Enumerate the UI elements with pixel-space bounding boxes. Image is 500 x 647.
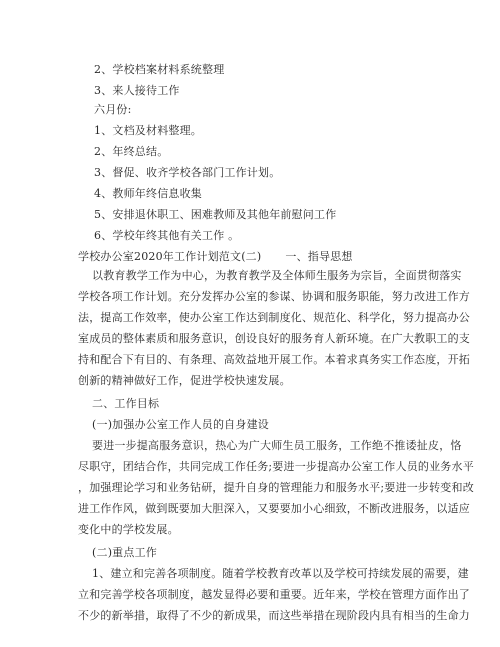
list-item: 6、学校年终其他有关工作 。 (94, 229, 240, 242)
paragraph-line: 1、建立和完善各项制度。随着学校教育改革以及学校可持续发展的需要，建 (92, 567, 469, 580)
list-item: 5、安排退休职工、困难教师及其他年前慰问工作 (94, 208, 337, 221)
list-item: 3、督促、收齐学校各部门工作计划。 (94, 166, 281, 179)
section-heading: 二、工作目标 (92, 397, 160, 410)
list-item: 1、文档及材料整理。 (94, 124, 202, 137)
paragraph-line: 要进一步提高服务意识，热心为广大师生员工服务，工作绝不推诿扯皮，恪 (92, 439, 462, 452)
paragraph-line: 进工作作风，做到既要加大胆深入，又要要加小心细致，不断改进服务，以适应 (78, 502, 470, 515)
subsection-heading: (一)加强办公室工作人员的自身建设 (92, 418, 269, 431)
paragraph-line: 学校各项工作计划。充分发挥办公室的参谋、协调和服务职能，努力改进工作方 (78, 290, 470, 303)
paragraph-line: 尽职守，团结合作，共同完成工作任务;要进一步提高办公室工作人员的业务水平 (78, 460, 474, 473)
paragraph-line: 以教育教学工作为中心，为教育教学及全体师生服务为宗旨，全面贯彻落实 (92, 269, 462, 282)
section-heading-june: 六月份: (94, 103, 132, 116)
list-item: 2、年终总结。 (94, 145, 169, 158)
paragraph-line: 法，提高工作效率，使办公室工作达到制度化、规范化、科学化，努力提高办公 (78, 311, 470, 324)
paragraph-line: ，加强理论学习和业务钻研，提升自身的管理能力和服务水平;要进一步转变和改 (78, 481, 474, 494)
section-heading: 一、指导思想 (285, 250, 353, 263)
paragraph-line: 立和完善学校各项制度，越发显得必要和重要。近年来，学校在管理方面作出了 (78, 588, 470, 601)
article-title: 学校办公室2020年工作计划范文(二) (78, 250, 262, 263)
subsection-heading: (二)重点工作 (92, 546, 157, 559)
paragraph-line: 创新的精神做好工作，促进学校快速发展。 (78, 374, 291, 387)
paragraph-line: 不少的新举措，取得了不少的新成果，而这些举措在现阶段内具有相当的生命力 (78, 609, 470, 622)
article-title-row (78, 250, 353, 264)
list-item: 4、教师年终信息收集 (94, 187, 202, 200)
list-item: 3、来人接待工作 (94, 84, 180, 97)
paragraph-line: 变化中的学校发展。 (78, 523, 179, 536)
list-item: 2、学校档案材料系统整理 (94, 63, 225, 76)
paragraph-line: 持和配合下有目的、有条理、高效益地开展工作。本着求真务实工作态度，开拓 (78, 353, 470, 366)
paragraph-line: 室成员的整体素质和服务意识，创设良好的服务育人新环境。在广大教职工的支 (78, 332, 470, 345)
